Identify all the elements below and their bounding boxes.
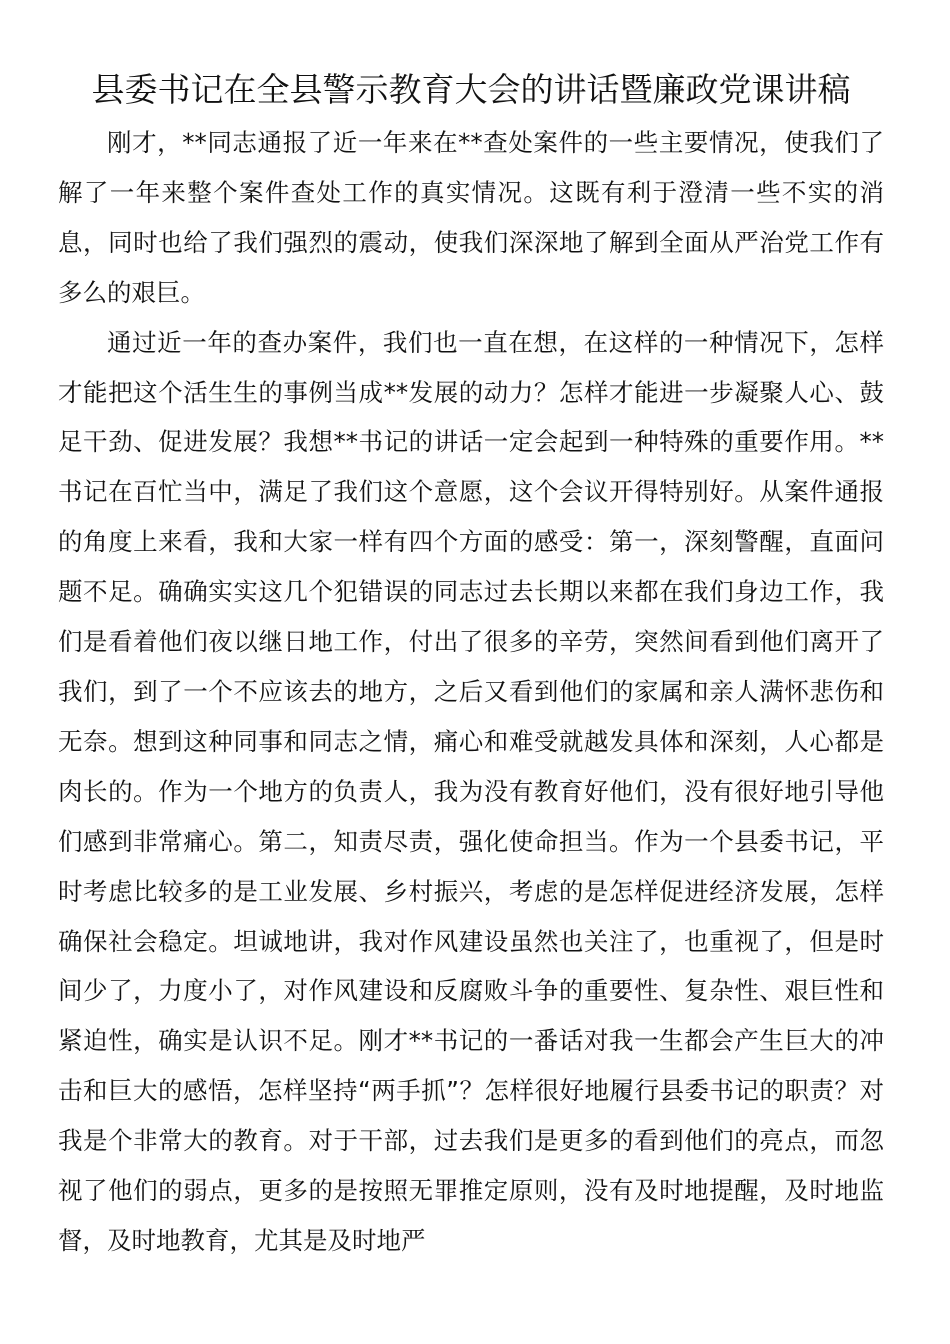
document-title: 县委书记在全县警示教育大会的讲话暨廉政党课讲稿 [91, 70, 851, 109]
paragraph-1: 刚才，**同志通报了近一年来在**查处案件的一些主要情况，使我们了解了一年来整个案件查处工作的真实情况。这既有利于澄清一些不实的消息，同时也给了我们强烈的震动，使我们深深地了解到全面从严治党工作有多么的艰巨。 [58, 128, 884, 307]
document-page [58, 62, 884, 1266]
paragraph-2: 通过近一年的查办案件，我们也一直在想，在这样的一种情况下，怎样才能把这个活生生的事例当成**发展的动力？怎样才能进一步凝聚人心、鼓足干劲、促进发展？我想**书记的讲话一定会起到一种特殊的重要作用。**书记在百忙当中，满足了我们这个意愿，这个会议开得特别好。从案件通报的角度上来看，我和大家一样有四个方面的感受：第一，深刻警醒，直面问题不足。确确实实这几个犯错误的同志过去长期以来都在我们身边工作，我们是看着他们夜以继日地工作，付出了很多的辛劳，突然间看到他们离开了我们，到了一个不应该去的地方，之后又看到他们的家属和亲人满怀悲伤和无奈。想到这种同事和同志之情，痛心和难受就越发具体和深刻，人心都是肉长的。作为一个地方的负责人，我为没有教育好他们，没有很好地引导他们感到非常痛心。第二，知责尽责，强化使命担当。作为一个县委书记，平时考虑比较多的是工业发展、乡村振兴，考虑的是怎样促进经济发展，怎样确保社会稳定。坦诚地讲，我对作风建设虽然也关注了，也重视了，但是时间少了，力度小了，对作风建设和反腐败斗争的重要性、复杂性、艰巨性和紧迫性，确实是认识不足。刚才**书记的一番话对我一生都会产生巨大的冲击和巨大的感悟，怎样坚持“两手抓”？怎样很好地履行县委书记的职责？对我是个非常大的教育。对于干部，过去我们是更多的看到他们的亮点，而忽视了他们的弱点，更多的是按照无罪推定原则，没有及时地提醒，及时地监督，及时地教育，尤其是及时地严 [58, 327, 884, 1255]
